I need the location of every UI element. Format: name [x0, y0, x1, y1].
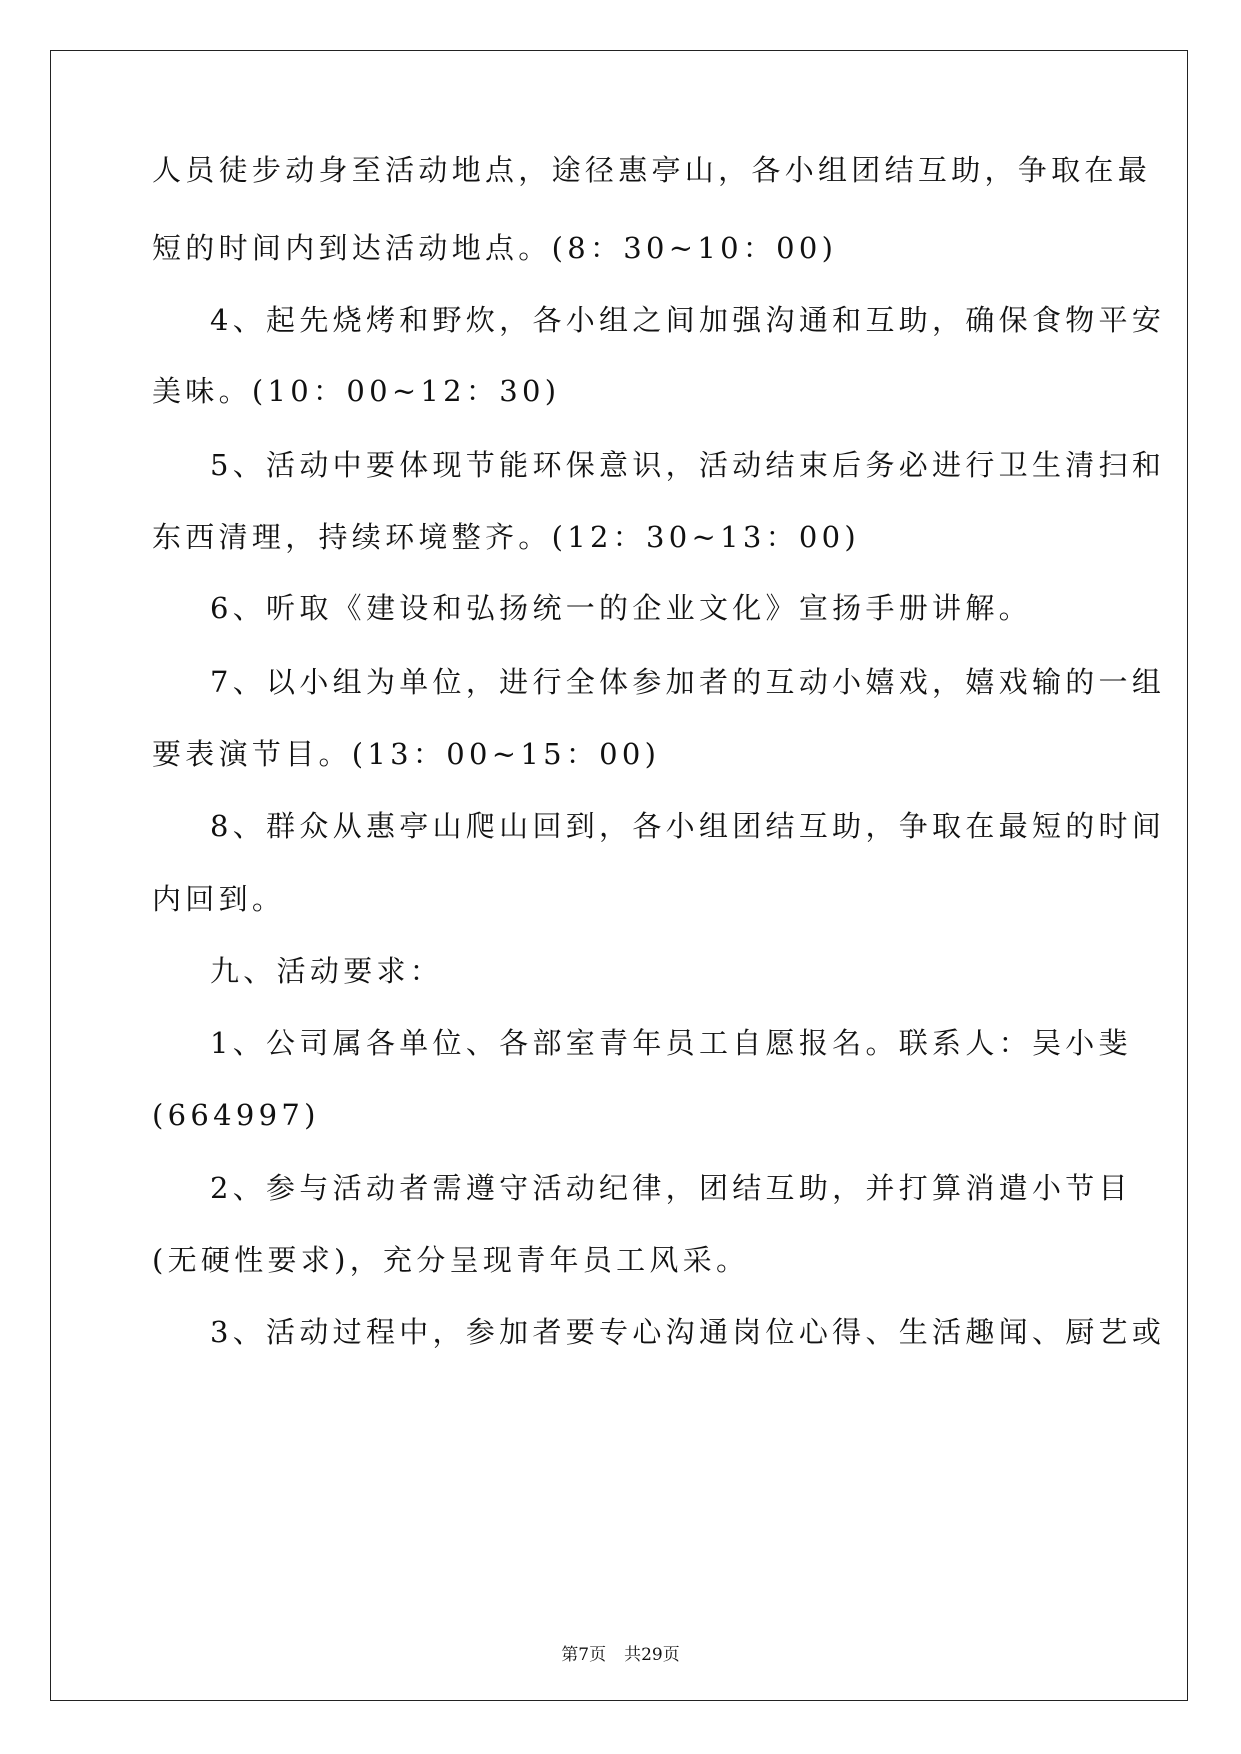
page-total: 共29页 [624, 1645, 680, 1665]
paragraph-line: 1、公司属各单位、各部室青年员工自愿报名。联系人：吴小斐 [210, 1026, 1132, 1060]
paragraph-line: 8、群众从惠亭山爬山回到，各小组团结互助，争取在最短的时间 [210, 809, 1166, 843]
paragraph-line: (无硬性要求)，充分呈现青年员工风采。 [152, 1243, 750, 1277]
page-footer [0, 1644, 1241, 1666]
paragraph-line: 4、起先烧烤和野炊，各小组之间加强沟通和互助，确保食物平安 [210, 303, 1166, 337]
page-number: 第7页 [561, 1645, 607, 1665]
paragraph-line: 3、活动过程中，参加者要专心沟通岗位心得、生活趣闻、厨艺或 [210, 1315, 1166, 1349]
paragraph-line: 5、活动中要体现节能环保意识，活动结束后务必进行卫生清扫和 [210, 448, 1166, 482]
section-heading: 九、活动要求： [210, 954, 444, 988]
paragraph-line: 要表演节目。(13：00~15：00) [152, 737, 661, 771]
paragraph-line: 东西清理，持续环境整齐。(12：30~13：00) [152, 520, 861, 554]
paragraph-line: 短的时间内到达活动地点。(8：30~10：00) [152, 231, 838, 265]
paragraph-line: 2、参与活动者需遵守活动纪律，团结互助，并打算消遣小节目 [210, 1171, 1132, 1205]
paragraph-line: 内回到。 [152, 882, 286, 916]
paragraph-line: 人员徒步动身至活动地点，途径惠亭山，各小组团结互助，争取在最 [152, 153, 1152, 187]
paragraph-line: 6、听取《建设和弘扬统一的企业文化》宣扬手册讲解。 [210, 591, 1032, 625]
paragraph-line: 美味。(10：00~12：30) [152, 374, 561, 408]
page-border [50, 50, 1188, 1701]
paragraph-line: (664997) [152, 1098, 320, 1132]
paragraph-line: 7、以小组为单位，进行全体参加者的互动小嬉戏，嬉戏输的一组 [210, 665, 1166, 699]
